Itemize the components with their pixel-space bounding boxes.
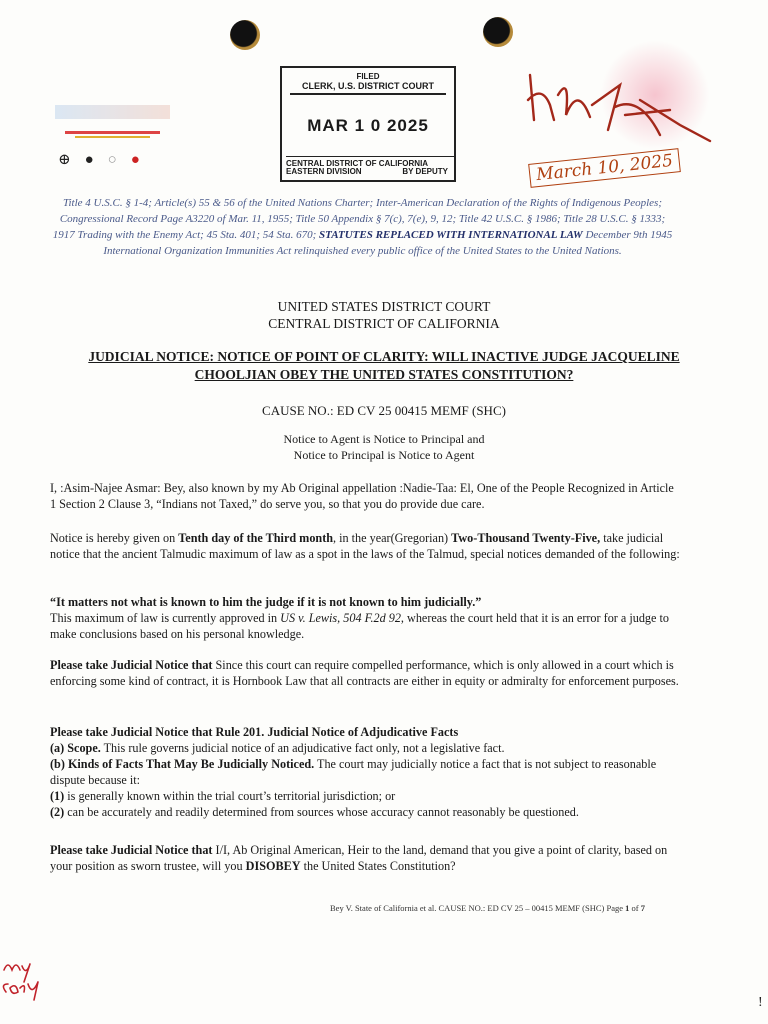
intro-text: I, :Asim-Najee Asmar: Bey, also known by my Ab Original appellation :Nadie-Taa: El, One of the People Recognized in Article 1 Section 2 Clause 3, “Indians not Taxed,” do serve you, so that you do provide due care. <box>50 481 674 511</box>
agent-notice-line2: Notice to Principal is Notice to Agent <box>293 448 475 462</box>
demand-paragraph <box>50 842 680 874</box>
handwritten-date: March 10, 2025 <box>528 148 681 188</box>
seal-graphic <box>55 105 170 145</box>
rule-2-label: (2) <box>50 805 65 819</box>
statutes-header <box>50 195 675 259</box>
statutes-text-2: December 9th 1945 International Organization Immunities Act relinquished every public office of the United States to the United Nations. <box>103 229 673 257</box>
demand-text-a: I/I, Ab Original American, Heir to the land, demand that you give a point of clarity, based on your position as sworn trustee, will you <box>50 843 668 873</box>
court-heading <box>0 298 768 332</box>
notice-paragraph <box>50 530 680 562</box>
seal-icons <box>58 150 154 169</box>
footer-total: 7 <box>640 903 645 913</box>
agent-notice-line1: Notice to Agent is Notice to Principal and <box>283 432 485 446</box>
dot-icon: ● <box>84 152 108 168</box>
notice-text-a: Notice is hereby given on <box>50 531 179 545</box>
maxim-text-a: This maximum of law is currently approved in <box>50 611 281 625</box>
agent-notice <box>0 431 768 463</box>
rule-201-heading: Please take Judicial Notice that Rule 201. Judicial Notice of Adjudicative Facts <box>50 725 459 739</box>
stamp-date: MAR 1 0 2025 <box>307 116 429 135</box>
rule-b-label: (b) Kinds of Facts That May Be Judicially Noticed. <box>50 757 315 771</box>
rule-1-label: (1) <box>50 789 65 803</box>
court-name: UNITED STATES DISTRICT COURT <box>277 299 491 314</box>
circle-icon: ○ <box>107 152 131 168</box>
footer-page: 1 <box>625 903 630 913</box>
filed-stamp <box>280 66 456 182</box>
document-title: JUDICIAL NOTICE: NOTICE OF POINT OF CLARITY: WILL INACTIVE JUDGE JACQUELINE CHOOLJIAN OBEY THE UNITED STATES CONSTITUTION? <box>88 349 680 382</box>
maxim-case: US v. Lewis, 504 F.2d 92 <box>280 611 401 625</box>
contract-text: Since this court can require compelled performance, which is only allowed in a court which is enforcing some kind of contract, it is Hornbook Law that all contracts are either in equity or admiralty for enforcement purposes. <box>50 658 679 688</box>
maxim-quote: “It matters not what is known to him the judge if it is not known to him judicially.” <box>50 595 482 609</box>
page-footer <box>330 903 645 913</box>
contract-lead: Please take Judicial Notice that <box>50 658 213 672</box>
punch-hole-left <box>230 20 260 50</box>
demand-lead: Please take Judicial Notice that <box>50 843 213 857</box>
intro-paragraph <box>50 480 680 512</box>
notice-text-c: , in the year(Gregorian) <box>333 531 452 545</box>
court-district: CENTRAL DISTRICT OF CALIFORNIA <box>268 316 500 331</box>
maxim-text-b: , whereas the court held that it is an error for a judge to make conclusions based on his personal knowledge. <box>50 611 669 641</box>
signature <box>520 45 720 155</box>
maxim-paragraph <box>50 594 680 642</box>
demand-text-b: the United States Constitution? <box>300 859 456 873</box>
notice-text-e: take judicial notice that the ancient Talmudic maximum of law as a spot in the laws of the Talmud, special notices demanded of the following: <box>50 531 680 561</box>
rule-2-text: can be accurately and readily determined from sources whose accuracy cannot reasonably be questioned. <box>64 805 579 819</box>
crosshair-icon: ⊕ <box>58 152 85 168</box>
corner-handwriting <box>0 958 50 1008</box>
statutes-bold: STATUTES REPLACED WITH INTERNATIONAL LAW <box>319 229 583 241</box>
footer-text: Bey V. State of California et al. CAUSE NO.: ED CV 25 – 00415 MEMF (SHC) Page <box>330 903 626 913</box>
rule-b-text: The court may judicially notice a fact that is not subject to reasonable dispute because it: <box>50 757 657 787</box>
notice-date-year: Two-Thousand Twenty-Five, <box>451 531 601 545</box>
rule-a-text: This rule governs judicial notice of an adjudicative fact only, not a legislative fact. <box>100 741 505 755</box>
red-dot-icon: ● <box>130 152 154 168</box>
punch-hole-right <box>483 17 513 47</box>
contract-paragraph <box>50 657 680 689</box>
stamp-deputy: BY DEPUTY <box>402 167 448 176</box>
rule-a-label: (a) Scope. <box>50 741 101 755</box>
demand-disobey: DISOBEY <box>245 859 301 873</box>
stamp-clerk: CLERK, U.S. DISTRICT COURT <box>290 81 446 95</box>
stamp-filed: FILED <box>356 72 380 81</box>
footer-of: of <box>629 903 641 913</box>
stamp-district: CENTRAL DISTRICT OF CALIFORNIA <box>286 156 454 168</box>
stamp-division: EASTERN DIVISION <box>286 167 362 176</box>
margin-mark: ! <box>758 995 763 1010</box>
notice-date-day: Tenth day of the Third month <box>178 531 334 545</box>
cause-number: CAUSE NO.: ED CV 25 00415 MEMF (SHC) <box>262 403 506 418</box>
rule-1-text: is generally known within the trial court’s territorial jurisdiction; or <box>64 789 396 803</box>
statutes-text: Title 4 U.S.C. § 1-4; Article(s) 55 & 56 of the United Nations Charter; Inter-American Declaration of the Rights of Indigenous Peoples; Congressional Record Page A3220 of Mar. 11, 1955; Title 50 Appendix § 7(c), 7(e), 9, 12; Title 42 U.S.C. § 1986; Title 28 U.S.C. § 1333; 1917 Trading with the Enemy Act; 45 Sta. 401; 54 Sta. 670; <box>52 197 666 241</box>
rule-201-paragraph <box>50 724 680 820</box>
